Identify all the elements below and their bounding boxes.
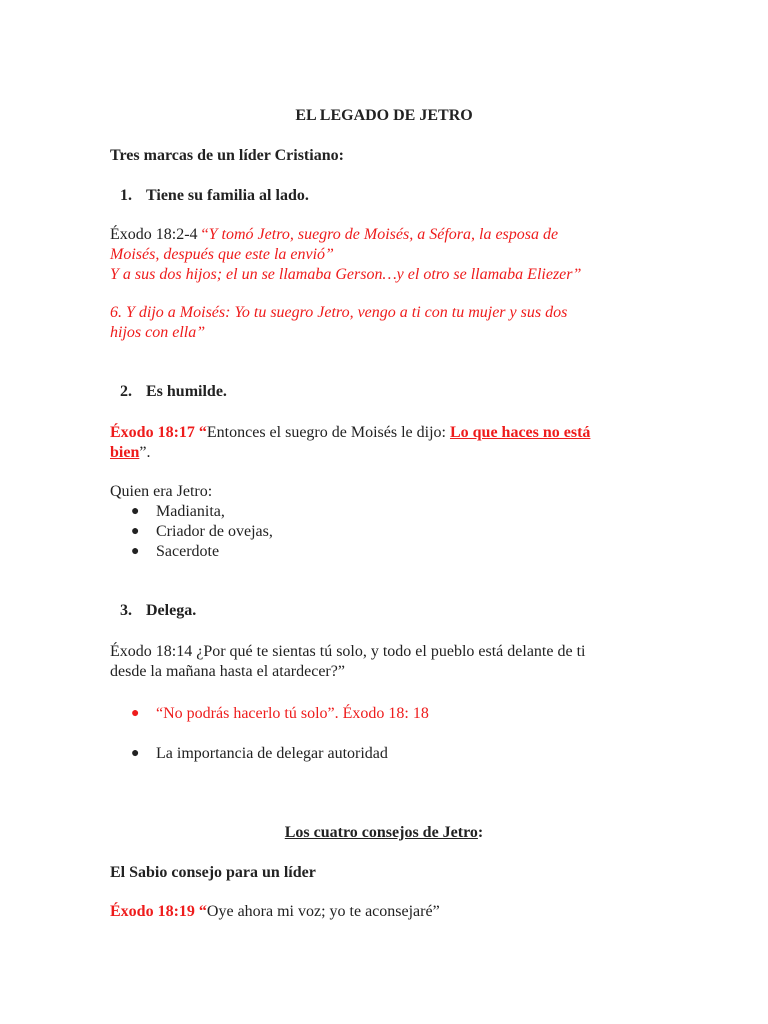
- section-1-label: Tiene su familia al lado.: [146, 187, 309, 204]
- list-item: [110, 744, 670, 764]
- list-item-text: Sacerdote: [156, 543, 220, 560]
- section-1-number: 1.: [120, 187, 132, 204]
- passage-3: [110, 423, 670, 463]
- list-item-text: “No podrás hacerlo tú solo”. Éxodo 18: 18: [156, 705, 429, 722]
- bullet-icon: ●: [131, 524, 140, 539]
- passage-1-open-quote: “: [197, 226, 209, 243]
- passage-4-line-2: desde la mañana hasta el atardecer?”: [110, 663, 345, 680]
- list-item-text: La importancia de delegar autoridad: [156, 745, 388, 762]
- passage-2: [110, 303, 670, 343]
- list-item-text: Criador de ovejas,: [156, 523, 273, 540]
- passage-1-line-1: [110, 225, 670, 245]
- passage-4-line-1: Éxodo 18:14 ¿Por qué te sientas tú solo, y todo el pueblo está delante de ti: [110, 643, 586, 660]
- passage-2-line-1: 6. Y dijo a Moisés: Yo tu suegro Jetro, vengo a ti con tu mujer y sus dos: [110, 304, 568, 321]
- section-2-heading: [110, 382, 670, 402]
- list-item: [110, 502, 670, 522]
- document-title: EL LEGADO DE JETRO: [295, 107, 473, 124]
- list-item: [110, 542, 670, 562]
- passage-2-line-2: hijos con ella”: [110, 324, 206, 341]
- jetro-list: [110, 482, 670, 562]
- subtitle: Tres marcas de un líder Cristiano:: [110, 147, 344, 164]
- consejos-heading-text: Los cuatro consejos de Jetro: [284, 824, 478, 841]
- passage-1: [110, 225, 670, 285]
- passage-5-ref: Éxodo 18:19 “: [110, 903, 207, 920]
- bullet-icon: ●: [131, 706, 140, 721]
- section-2-label: Es humilde.: [146, 383, 227, 400]
- passage-3-ref: Éxodo 18:17 “: [110, 424, 207, 441]
- passage-5-text: Oye ahora mi voz; yo te aconsejaré”: [206, 903, 440, 920]
- bullet-icon: ●: [131, 746, 140, 761]
- section-3-number: 3.: [120, 602, 132, 619]
- passage-3-highlight-end: bien: [110, 444, 140, 461]
- list-item: [110, 522, 670, 542]
- passage-1-line-2: Moisés, después que este la envió”: [110, 246, 334, 263]
- passage-1-text-1: Y tomó Jetro, suegro de Moisés, a Séfora, la esposa de: [208, 226, 559, 243]
- passage-1-line-3: Y a sus dos hijos; el un se llamaba Gerson…y el otro se llamaba Eliezer”: [110, 266, 582, 283]
- consejos-heading-colon: :: [477, 824, 484, 841]
- passage-3-highlight: Lo que haces no está: [449, 424, 591, 441]
- consejos-heading: [0, 823, 768, 843]
- list-item: [110, 704, 670, 724]
- passage-5: [110, 902, 670, 922]
- list-item-text: Madianita,: [156, 503, 225, 520]
- bullet-icon: ●: [131, 544, 140, 559]
- section-3-label: Delega.: [146, 602, 197, 619]
- passage-3-text: Entonces el suegro de Moisés le dijo:: [206, 424, 450, 441]
- passage-3-close: ”.: [139, 444, 151, 461]
- section-2-number: 2.: [120, 383, 132, 400]
- section-1-heading: [110, 186, 670, 206]
- delega-bullet-2: [110, 744, 670, 764]
- section-3-heading: [110, 601, 670, 621]
- passage-4: [110, 642, 670, 682]
- delega-bullet-1: [110, 704, 670, 724]
- bullet-icon: ●: [131, 504, 140, 519]
- passage-1-ref: Éxodo 18:2-4: [110, 226, 198, 243]
- jetro-heading: Quien era Jetro:: [110, 483, 213, 500]
- sabio-heading: El Sabio consejo para un líder: [110, 864, 316, 881]
